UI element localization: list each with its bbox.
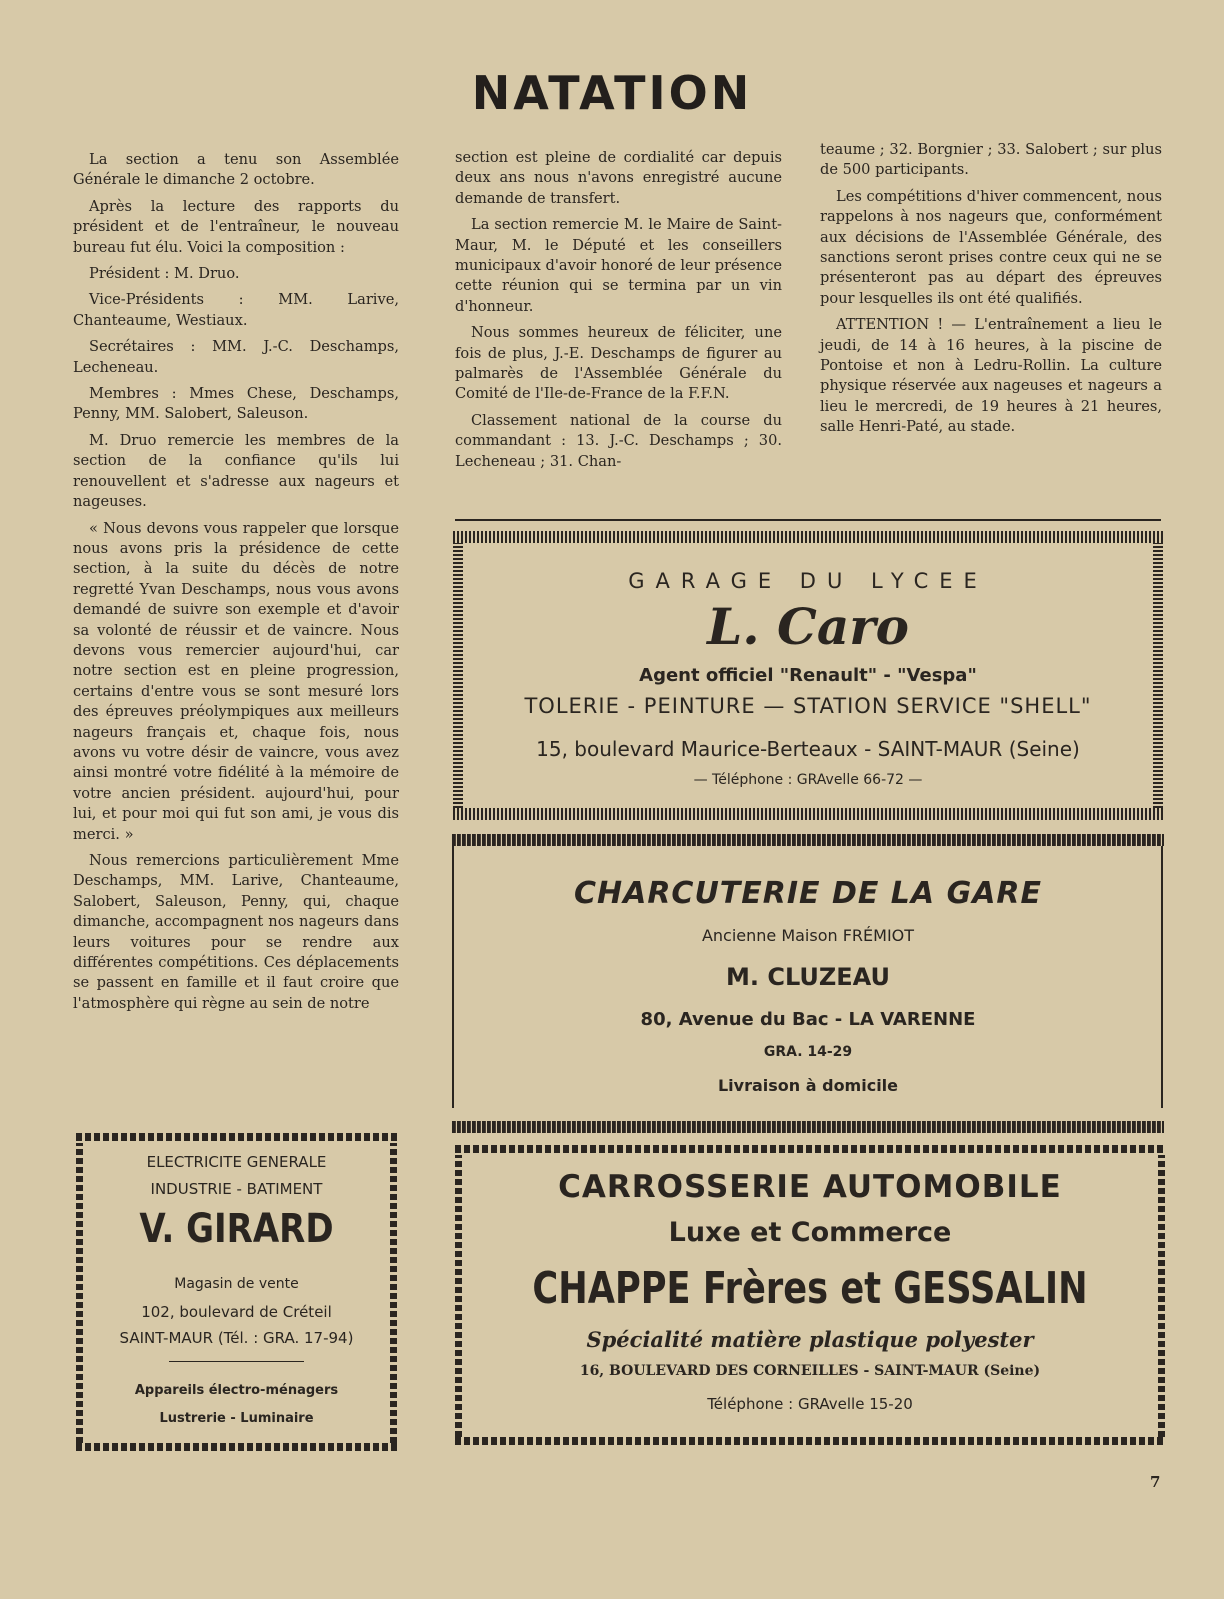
page-title: NATATION (471, 66, 753, 120)
paragraph: La section remercie M. le Maire de Saint-Maur, M. le Député et les conseillers municipaux d'avoir honoré de leur présence cette réunion qui se termina par un vin d'honneur. (455, 216, 782, 315)
ad-border-top (76, 1133, 397, 1141)
ad-former-owner: Ancienne Maison FRÉMIOT (701, 926, 915, 945)
ad-subtitle: Luxe et Commerce (668, 1217, 952, 1248)
paragraph: Secrétaires : MM. J.-C. Deschamps, Lecheneau. (73, 338, 399, 376)
ad-border-bottom (455, 1437, 1165, 1445)
paragraph: Président : M. Druo. (89, 265, 240, 283)
paragraph: M. Druo remercie les membres de la section de la confiance qu'ils lui renouvellent et s'adresse aux nageurs et nageuses. (73, 431, 399, 511)
paragraph: « Nous devons vous rappeler que lorsque nous avons pris la présidence de cette section, à la suite du décès de notre regretté Yvan Deschamps, nous vous avons demandé de suivre son exemple et d'avoir sa volonté de réussir et de vaincre. Nous devons vous remercier aujourd'hui, car notre section est en pleine progression, certains d'entre vous se sont mesuré lors des épreuves préolympiques aux meilleurs nageurs français et, chaque fois, nous avons vu votre désir de vaincre, vous avez ainsi montré votre fidélité à la mémoire de votre ancien président. aujourd'hui, pour lui, et pour moi qui fut son ami, je vous dis merci. » (73, 519, 399, 843)
ad-specialty: Spécialité matière plastique polyester (586, 1327, 1034, 1352)
ad-address: 16, BOULEVARD DES CORNEILLES - SAINT-MAUR (Seine) (579, 1363, 1041, 1379)
article-column-3 (820, 140, 1162, 444)
ad-border-bottom (76, 1443, 397, 1451)
ad-services: TOLERIE - PEINTURE — STATION SERVICE "SHELL" (524, 694, 1092, 718)
paragraph: Après la lecture des rapports du président et de l'entraîneur, le nouveau bureau fut élu. Voici la composition : (73, 197, 399, 256)
ad-border-bottom (452, 1121, 1164, 1133)
ad-subtitle: Agent officiel "Renault" - "Vespa" (639, 665, 977, 686)
ad-delivery: Livraison à domicile (717, 1076, 899, 1095)
ad-address: 80, Avenue du Bac - LA VARENNE (640, 1009, 976, 1030)
ad-heading: GARAGE DU LYCEE (628, 569, 988, 593)
ad-address: 102, boulevard de Créteil (141, 1303, 332, 1321)
ad-phone: — Téléphone : GRAvelle 66-72 — (693, 772, 923, 788)
ad-border-top (453, 531, 1163, 543)
paragraph: section est pleine de cordialité car depuis deux ans nous n'avons enregistré aucune demande de transfert. (455, 149, 782, 207)
ad-border-top (455, 1145, 1165, 1153)
ad-heading: CARROSSERIE AUTOMOBILE (558, 1169, 1062, 1205)
paragraph: Les compétitions d'hiver commencent, nous rappelons à nos nageurs que, conformément aux décisions de l'Assemblée Générale, des sanctions seront prises contre ceux qui ne se présenteront pas au départ des épreuves pour lesquelles ils ont été qualifiés. (820, 187, 1162, 307)
ad-phone: GRA. 14-29 (763, 1044, 853, 1060)
ad-border-bottom (453, 808, 1163, 820)
divider (169, 1361, 304, 1362)
ad-heading-2: INDUSTRIE - BATIMENT (150, 1180, 323, 1198)
ad-owner: M. CLUZEAU (725, 963, 890, 991)
paragraph: teaume ; 32. Borgnier ; 33. Salobert ; sur plus de 500 participants. (820, 141, 1162, 179)
ad-products-2: Lustrerie - Luminaire (159, 1411, 314, 1426)
ad-brand-name: CHAPPE Frères et GESSALIN (532, 1263, 1088, 1314)
ad-shop-name: CHARCUTERIE DE LA GARE (573, 876, 1043, 911)
paragraph: Nous sommes heureux de féliciter, une fois de plus, J.-E. Deschamps de figurer au palmarès de l'Assemblée Générale du Comité de l'Ile-de-France de la F.F.N. (455, 324, 782, 403)
paragraph: Classement national de la course du commandant : 13. J.-C. Deschamps ; 30. Lecheneau ; 31. Chan- (455, 411, 782, 470)
paragraph: La section a tenu son Assemblée Générale le dimanche 2 octobre. (73, 151, 399, 189)
ad-heading: ELECTRICITE GENERALE (146, 1153, 327, 1171)
ad-charcuterie (452, 834, 1164, 1134)
ad-v-girard (76, 1133, 397, 1451)
page-number: 7 (1150, 1473, 1161, 1491)
ad-border-top (452, 834, 1164, 846)
ad-shop-label: Magasin de vente (174, 1276, 299, 1292)
divider (455, 519, 1161, 521)
ad-brand-name: V. GIRARD (139, 1206, 334, 1252)
ad-products: Appareils électro-ménagers (134, 1383, 339, 1398)
ad-phone: Téléphone : GRAvelle 15-20 (707, 1395, 913, 1413)
ad-brand-name: L. Caro (707, 597, 909, 656)
ad-garage-du-lycee (453, 531, 1163, 821)
ad-city-phone: SAINT-MAUR (Tél. : GRA. 17-94) (119, 1329, 354, 1347)
paragraph: Membres : Mmes Chese, Deschamps, Penny, MM. Salobert, Saleuson. (73, 385, 399, 423)
article-column-1 (73, 150, 399, 1020)
paragraph: ATTENTION ! — L'entraînement a lieu le jeudi, de 14 à 16 heures, à la piscine de Pontoise et non à Ledru-Rollin. La culture physique réservée aux nageuses et nageurs a lieu le mercredi, de 19 heures à 21 heures, salle Henri-Paté, au stade. (820, 316, 1162, 436)
ad-address: 15, boulevard Maurice-Berteaux - SAINT-MAUR (Seine) (536, 737, 1080, 761)
article-column-2 (455, 148, 782, 478)
ad-carrosserie (455, 1145, 1165, 1445)
paragraph: Vice-Présidents : MM. Larive, Chanteaume, Westiaux. (73, 291, 399, 329)
paragraph: Nous remercions particulièrement Mme Deschamps, MM. Larive, Chanteaume, Salobert, Saleuson, Penny, qui, chaque dimanche, accompagnent nos nageurs dans leurs voitures pour se rendre aux différentes compétitions. Ces déplacements se passent en famille et il faut croire que l'atmosphère qui règne au sein de notre (73, 852, 399, 1012)
